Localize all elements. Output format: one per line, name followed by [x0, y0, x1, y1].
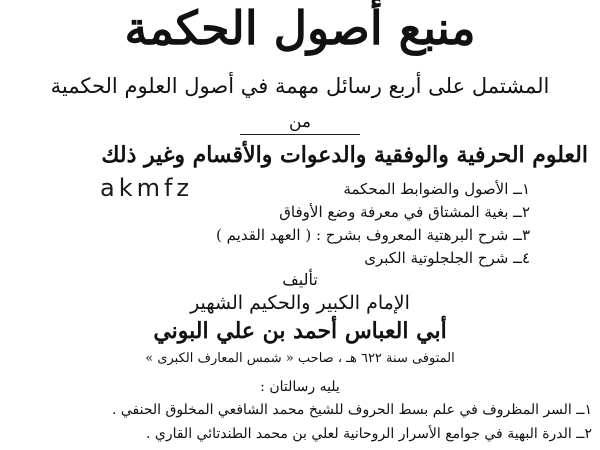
author-epithet: الإمام الكبير والحكيم الشهير [190, 292, 410, 314]
appendix-item: ١ــ السر المظروف في علم بسط الحروف للشيخ محمد الشافعي المخلوق الحنفي . [111, 402, 592, 418]
followed-by-label: يليه رسالتان : [260, 379, 340, 395]
list-item: ١ــ الأصول والضوابط المحكمة [343, 180, 530, 198]
appendix-item: ٢ــ الدرة البهية في جوامع الأسرار الروحانية لعلي بن محمد الطندتائي القاري . [145, 426, 592, 442]
sciences-heading: العلوم الحرفية والوفقية والدعوات والأقسام وغير ذلك [101, 142, 588, 168]
divider [240, 134, 360, 135]
author-name: أبي العباس أحمد بن علي البوني [153, 318, 447, 344]
list-item: ٢ــ بغية المشتاق في معرفة وضع الأوفاق [279, 203, 530, 221]
authorship-label: تأليف [282, 270, 318, 289]
list-item: ٤ــ شرح الجلجلوتية الكبرى [364, 249, 530, 267]
handwritten-annotation: akmfz [100, 174, 194, 202]
from-word: من [288, 112, 312, 132]
book-subtitle: المشتمل على أربع رسائل مهمة في أصول العلوم الحكمية [50, 74, 550, 98]
book-title: منبع أصول الحكمة [124, 1, 476, 55]
list-item: ٣ــ شرح البرهتية المعروف بشرح : ( العهد القديم ) [216, 226, 530, 244]
author-death-note: المتوفى سنة ٦٢٢ هـ ، صاحب « شمس المعارف الكبرى » [145, 351, 455, 366]
